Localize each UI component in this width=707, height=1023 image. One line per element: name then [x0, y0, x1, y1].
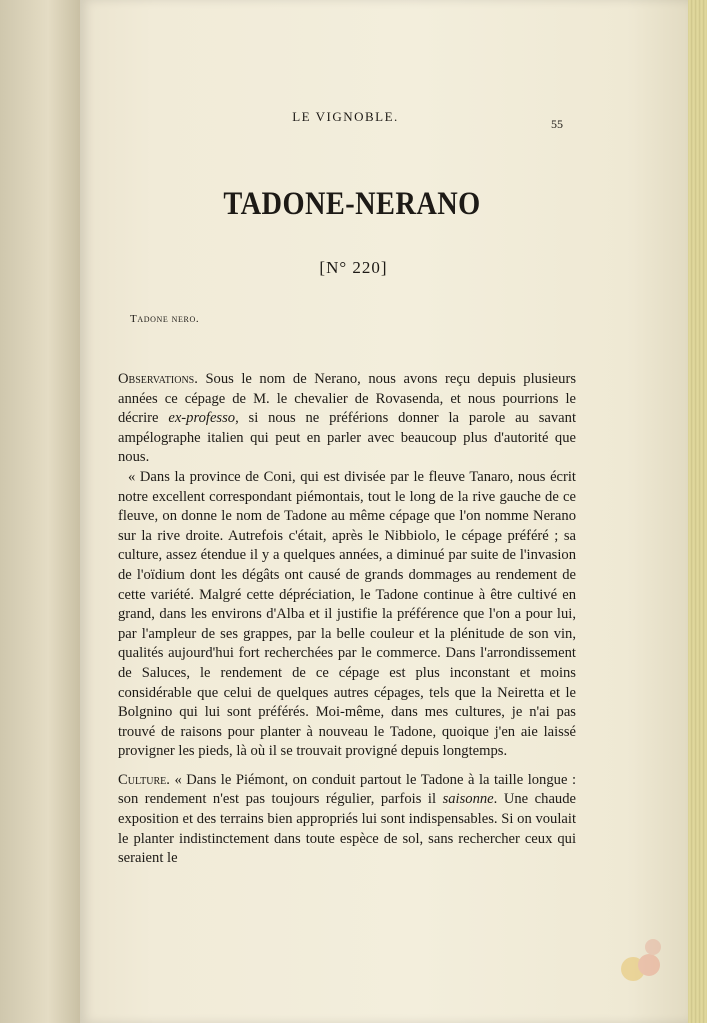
body-text [118, 370, 576, 869]
running-head: LE VIGNOBLE. [292, 109, 399, 124]
observations-label: Observations. [118, 371, 198, 387]
page-number: 55 [551, 117, 563, 131]
page-title: TADONE-NERANO [223, 186, 481, 222]
page-stack-edge [688, 0, 707, 1023]
observations-paragraph: Observations. Sous le nom de Nerano, nous avons reçu depuis plusieurs années ce cépage de M. le chevalier de Rovasenda, et nous pourrions le décrire ex-professo, si nous ne préférions donner la parole au savant ampélographe italien qui peut en parler avec beaucoup plus d'autorité que nous. [118, 371, 576, 466]
culture-label: Culture. [118, 771, 170, 788]
culture-paragraph: Culture. « Dans le Piémont, on conduit partout le Tadone à la taille longue : son rendement n'est pas toujours régulier, parfois il saisonne. Une chaude exposition et des terrains bien appropriés lui sont indispensables. Si on voulait le planter indistinctement dans toute espèce de sol, sans rechercher ceux qui seraient le [118, 771, 577, 867]
catalog-number: [N° 220] [319, 258, 388, 277]
synonym-line: Tadone nero. [130, 313, 200, 325]
facing-page-edge [0, 0, 80, 1023]
watermark-logo [605, 925, 675, 993]
quote-paragraph: « Dans la province de Coni, qui est divisée par le fleuve Tanaro, nous écrit notre excellent correspondant piémontais, tout le long de la rive gauche de ce fleuve, on donne le nom de Tadone au même cépage que l'on nomme Nerano sur la rive droite. Autrefois c'était, après le Nibbiolo, le cépage préféré ; sa culture, assez étendue il y a quelques années, a diminué par suite de l'invasion de l'oïdium dont les dégâts ont causé de grands dommages au rendement de cette variété. Malgré cette dépréciation, le Tadone continue à être cultivé en grand, dans les environs d'Alba et il justifie la préférence que l'on a pour lui, par l'ampleur de ses grappes, par la belle couleur et la plénitude de son vin, qualités aujourd'hui fort recherchées par le commerce. Dans l'arrondissement de Saluces, le rendement de ce cépage est plus inconstant et moins considérable que celui de quelques autres cépages, tels que la Neiretta et le Bolgnino qui lui sont préférés. Moi-même, dans mes cultures, je n'ai pas trouvé de raisons pour planter à nouveau le Tadone, quoique j'en aie laissé provigner les pieds, là où il se trouvait provigné depuis longtemps. [118, 468, 576, 760]
